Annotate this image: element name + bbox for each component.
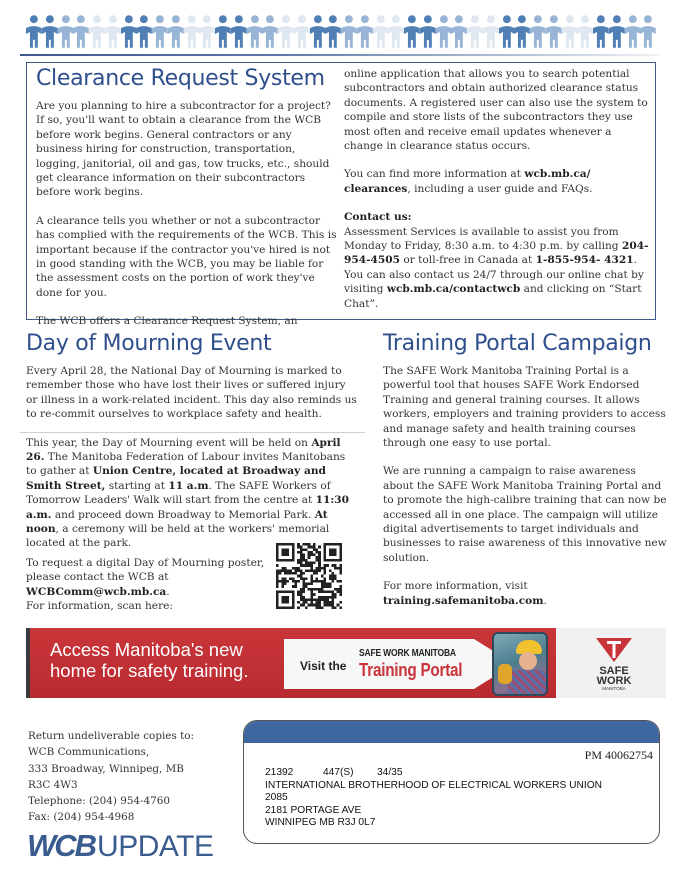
person-figure-icon (215, 14, 231, 48)
person-figure-icon (105, 14, 121, 48)
safe-work-manitoba-logo-icon (594, 636, 634, 696)
wcbcomm-email-link[interactable]: WCBComm@wcb.mb.ca (26, 585, 167, 598)
logo-text-safe: SAFE (599, 665, 629, 677)
mourning-text: . The SAFE Workers of Tomorrow Leaders' Walk will start from the centre at (26, 479, 331, 507)
mourning-text: , a ceremony will be held at the workers' memorial located at the park. (26, 523, 330, 550)
recipient-address (265, 767, 602, 830)
request-text: To request a digital Day of Mourning poster, please contact the WCB at (26, 557, 265, 584)
person-figure-icon (278, 14, 294, 48)
contactwcb-link[interactable]: wcb.mb.ca/contactwcb (386, 283, 521, 296)
mailing-code: 447(S) (323, 767, 354, 778)
person-figure-icon (310, 14, 326, 48)
person-figure-icon (514, 14, 530, 48)
person-figure-icon (247, 14, 263, 48)
mourning-text: and proceed down Broadway to Memorial Park. (51, 508, 315, 521)
wcb-logo-text: WCB (27, 828, 96, 863)
person-figure-icon (593, 14, 609, 48)
clearance-paragraph-2: A clearance tells you whether or not a subcontractor has complied with the requirements of the WCB. This is important because if the contractor you've hired is not in good standing with the WCB, you may be liable for the assessment costs on the portion of work they've done for you. (36, 214, 337, 299)
training-info-text: For more information, visit (383, 580, 528, 593)
return-address-line: Telephone: (204) 954-4760 (28, 795, 171, 808)
contact-us-heading: Contact us: (344, 211, 412, 224)
contact-text: . You can also contact us 24/7 through our online chat by visiting (344, 254, 644, 296)
return-address-line: Return undeliverable copies to: (28, 730, 195, 742)
clearance-request-section (26, 62, 656, 328)
mourning-paragraph-1: Every April 28, the National Day of Mourning is marked to remember those who have lost their lives or suffered injury or illness in a work-related incident. This day also reminds us to re-commit ourselves to workplace safety and health. (26, 365, 357, 421)
worker-face (519, 652, 537, 670)
training-portal-banner[interactable] (26, 628, 666, 698)
mailing-code: 21392 (265, 767, 294, 778)
recipient-name: INTERNATIONAL BROTHERHOOD OF ELECTRICAL WORKERS UNION (265, 779, 602, 791)
clearance-right-column (344, 67, 649, 311)
return-address-line: Fax: (204) 954-4968 (28, 811, 135, 824)
person-figure-icon (640, 14, 656, 48)
person-figure-icon (73, 14, 89, 48)
person-figure-icon (152, 14, 168, 48)
contact-text: Assessment Services is available to assist you from Monday to Friday, 8:30 a.m. to 4:30 p.m. by calling (344, 225, 622, 253)
person-figure-icon (451, 14, 467, 48)
clearances-link[interactable]: wcb.mb.ca/ clearances (344, 168, 591, 195)
person-figure-icon (168, 14, 184, 48)
person-figure-icon (325, 14, 341, 48)
person-figure-icon (577, 14, 593, 48)
more-info-text: You can find more information at (344, 168, 525, 181)
logo-text-manitoba: MANITOBA (602, 686, 626, 691)
clearance-paragraph-1: Are you planning to hire a subcontractor for a project? If so, you'll want to obtain a clearance from the WCB before work begins. General contractors or any business hiring for construction, transportation, logging, janitorial, oil and gas, tow trucks, etc., should get clearance information on their subcontractors before work begins. (36, 100, 331, 199)
training-paragraph-2: We are running a campaign to raise awareness about the SAFE Work Manitoba Training Portal and to promote the high-calibre training that can now be accessed all in one place. The campaign will utilize digital advertisements to target individuals and businesses to raise awareness of this innovative new solution. (383, 465, 667, 564)
person-figure-icon (373, 14, 389, 48)
return-address (28, 728, 258, 826)
clearance-more-info (344, 167, 649, 196)
training-title: Training Portal Campaign (383, 331, 652, 356)
event-start-time: 11 a.m (168, 479, 209, 492)
banner-headline: Access Manitoba's new home for safety training. (50, 639, 249, 681)
request-text: . (166, 585, 170, 598)
training-portal-section (383, 330, 668, 608)
person-figure-icon (467, 14, 483, 48)
mourning-paragraph-2 (26, 436, 358, 551)
clearance-title: Clearance Request System (36, 66, 325, 91)
recipient-street: 2181 PORTAGE AVE (265, 804, 362, 816)
return-address-line: R3C 4W3 (28, 778, 78, 791)
poster-request-block (26, 556, 266, 614)
worker-shirt (508, 670, 548, 696)
person-figure-icon (199, 14, 215, 48)
person-figure-icon (58, 14, 74, 48)
person-figure-icon (530, 14, 546, 48)
assessment-phone[interactable]: 204-954-4505 (344, 240, 649, 267)
contact-text: or toll-free in Canada at (400, 254, 536, 267)
person-figure-icon (341, 14, 357, 48)
day-of-mourning-section (26, 330, 358, 551)
person-figure-icon (89, 14, 105, 48)
person-figure-icon (404, 14, 420, 48)
person-figure-icon (121, 14, 137, 48)
return-address-line: 333 Broadway, Winnipeg, MB (28, 762, 184, 775)
person-figure-icon (184, 14, 200, 48)
recipient-city: WINNIPEG MB R3J 0L7 (265, 817, 376, 829)
clearance-paragraph-4: online application that allows you to search potential subcontractors and obtain authorized clearance status documents. A registered user can also use the system to compile and store lists of the subcontractors they use most often and receive email updates whenever a change in clearance status occurs. (344, 68, 648, 153)
visit-label: Visit the (300, 659, 347, 673)
contact-text: and clicking on “Start Chat”. (344, 283, 642, 310)
update-logo-text: UPDATE (97, 830, 214, 863)
recipient-unit: 2085 (265, 792, 288, 804)
more-info-suffix: , including a user guide and FAQs. (407, 182, 593, 195)
person-figure-icon (136, 14, 152, 48)
person-figure-icon (625, 14, 641, 48)
person-figure-icon (562, 14, 578, 48)
clearance-paragraph-3: The WCB offers a Clearance Request System, an (36, 315, 298, 328)
training-more-info (383, 579, 668, 608)
brand-name: SAFE WORK MANITOBA (359, 648, 456, 659)
mailing-label-header-bar (244, 721, 659, 743)
person-figure-icon (420, 14, 436, 48)
training-paragraph-1: The SAFE Work Manitoba Training Portal is a powerful tool that houses SAFE Work Endorsed Training and general training courses. It allows workers, employers and training providers to access and manage safety and health training courses through one easy to use portal. (383, 365, 666, 450)
person-figure-icon (294, 14, 310, 48)
people-chain-decoration (26, 14, 656, 48)
training-portal-label: Training Portal (359, 660, 463, 680)
person-figure-icon (436, 14, 452, 48)
mailing-label (243, 720, 660, 844)
mourning-title: Day of Mourning Event (26, 331, 272, 356)
wcb-update-logo (27, 828, 214, 862)
training-portal-link[interactable]: training.safemanitoba.com (383, 594, 544, 607)
person-figure-icon (546, 14, 562, 48)
return-address-block (28, 728, 258, 826)
event-location: Union Centre, located at Broadway and Smith Street, (26, 465, 326, 492)
header-divider (20, 54, 660, 56)
person-figure-icon (42, 14, 58, 48)
person-figure-icon (262, 14, 278, 48)
person-figure-icon (26, 14, 42, 48)
scan-instruction: For information, scan here: (26, 600, 173, 613)
ceremony-time: At noon (26, 508, 328, 536)
worker-photo-icon (492, 632, 548, 696)
walk-start-time: 11:30 a.m. (26, 494, 350, 521)
logo-text-work: WORK (596, 675, 632, 687)
mourning-text: starting at (105, 479, 169, 492)
poster-request-text (26, 556, 266, 614)
mailing-code: 34/35 (377, 767, 403, 778)
mourning-divider (20, 432, 365, 433)
qr-code-icon[interactable] (276, 543, 342, 609)
mourning-text: This year, the Day of Mourning event will be held on (26, 436, 312, 449)
person-figure-icon (483, 14, 499, 48)
person-figure-icon (609, 14, 625, 48)
person-figure-icon (499, 14, 515, 48)
work-glove-icon (498, 664, 512, 684)
return-address-line: WCB Communications, (28, 746, 150, 759)
contact-us-block (344, 210, 649, 311)
person-figure-icon (388, 14, 404, 48)
person-figure-icon (357, 14, 373, 48)
person-figure-icon (231, 14, 247, 48)
toll-free-phone[interactable]: 1-855-954- 4321 (535, 254, 634, 267)
clearance-left-column (36, 65, 341, 329)
event-date: April 26. (26, 436, 341, 464)
mourning-text: The Manitoba Federation of Labour invites Manitobans to gather at (26, 451, 346, 478)
training-info-suffix: . (543, 594, 547, 607)
mailing-codes (265, 767, 602, 780)
postal-permit-number: PM 40062754 (584, 748, 653, 762)
